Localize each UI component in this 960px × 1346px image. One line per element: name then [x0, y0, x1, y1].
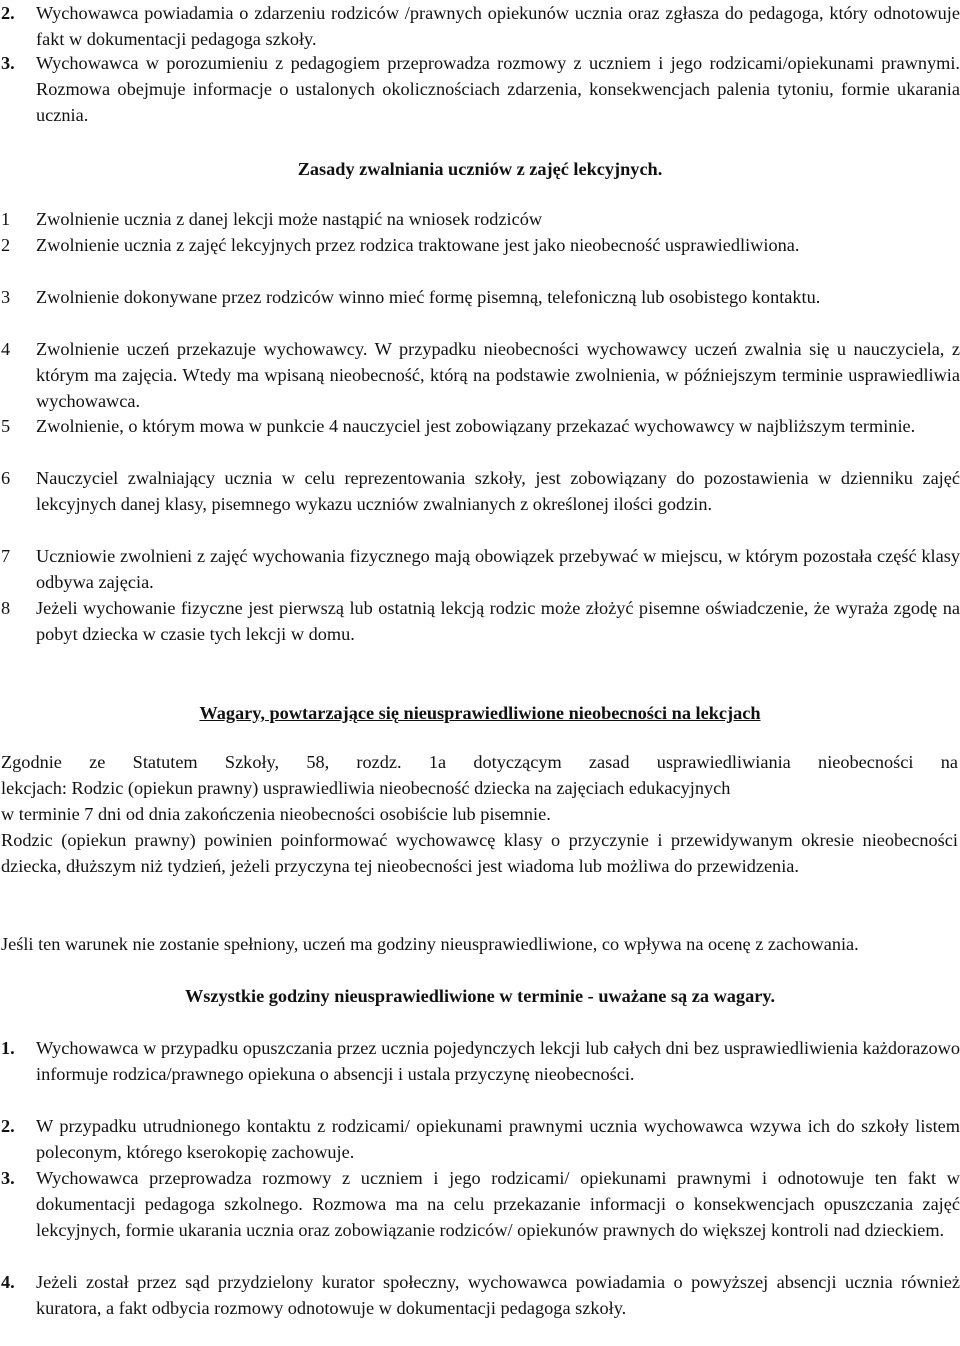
list-item-text: Zwolnienie uczeń przekazuje wychowawcy. W przypadku nieobecności wychowawcy uczeń zwalnia się u nauczyciela, z którym ma zajęcia. Wtedy ma wpisaną nieobecność, którą na podstawie zwolnienia, w późniejszym terminie usprawiedliwia wychowawca. — [36, 339, 960, 411]
list-number: 2. — [1, 3, 15, 23]
list-item — [0, 336, 960, 414]
list-number: 2 — [1, 235, 11, 255]
list-number: 1. — [1, 1038, 15, 1058]
list-item-text: Wychowawca w przypadku opuszczania przez ucznia pojedynczych lekcji lub całych dni bez usprawiedliwienia każdorazowo informuje rodzica/prawnego opiekuna o absencji i ustala przyczynę nieobecności. — [36, 1038, 960, 1084]
section-heading-dismissals: Zasady zwalniania uczniów z zajęć lekcyjnych. — [297, 159, 663, 179]
list-number: 3. — [1, 53, 15, 73]
list-item — [0, 543, 960, 595]
list-item-text: Zwolnienie, o którym mowa w punkcie 4 nauczyciel jest zobowiązany przekazać wychowawcy w najbliższym terminie. — [36, 416, 916, 436]
list-number: 3. — [1, 1168, 15, 1188]
list-item — [0, 232, 960, 258]
list-number: 7 — [1, 546, 11, 566]
list-item — [0, 206, 960, 232]
list-item — [0, 1269, 960, 1321]
paragraph-statute-line-1: Zgodnie ze Statutem Szkoły, 58, rozdz. 1a dotyczącym zasad usprawiedliwiania nieobecności na — [1, 752, 958, 772]
list-number: 2. — [1, 1116, 15, 1136]
list-item — [0, 595, 960, 647]
list-item-text: Wychowawca w porozumieniu z pedagogiem przeprowadza rozmowy z uczniem i jego rodzicami/opiekunami prawnymi. Rozmowa obejmuje informacje o ustalonych okolicznościach zdarzenia, konsekwencjach palenia tytoniu, formie ukarania ucznia. — [36, 53, 960, 125]
subheading-truancy-definition: Wszystkie godziny nieusprawiedliwione w terminie - uważane są za wagary. — [184, 986, 776, 1006]
section-heading-truancy: Wagary, powtarzające się nieusprawiedliwione nieobecności na lekcjach — [199, 703, 761, 723]
list-item-text: Jeżeli wychowanie fizyczne jest pierwszą lub ostatnią lekcją rodzic może złożyć pisemne oświadczenie, że wyraża zgodę na pobyt dziecka w czasie tych lekcji w domu. — [36, 598, 960, 644]
list-item-text: Zwolnienie ucznia z danej lekcji może nastąpić na wniosek rodziców — [36, 209, 543, 229]
list-item — [0, 0, 960, 52]
paragraph-parent-notice: Rodzic (opiekun prawny) powinien poinformować wychowawcę klasy o przyczynie i przewidywanym okresie nieobecności dziecka, dłuższym niż tydzień, jeżeli przyczyna tej nieobecności jest wiadoma lub możliwa do przewidzenia. — [1, 830, 958, 876]
list-item-text: Zwolnienie ucznia z zajęć lekcyjnych przez rodzica traktowane jest jako nieobecność usprawiedliwiona. — [36, 235, 800, 255]
list-item-text: W przypadku utrudnionego kontaktu z rodzicami/ opiekunami prawnymi ucznia wychowawca wzywa ich do szkoły listem poleconym, którego kserokopię zachowuje. — [36, 1116, 960, 1162]
paragraph-statute-line-3: w terminie 7 dni od dnia zakończenia nieobecności osobiście lub pisemnie. — [1, 804, 551, 824]
list-item — [0, 413, 960, 439]
list-item-text: Wychowawca przeprowadza rozmowy z uczniem i jego rodzicami/ opiekunami prawnymi i odnotowuje ten fakt w dokumentacji pedagoga szkolnego. Rozmowa ma na celu przekazanie informacji o konsekwencjach opuszczania zajęć lekcyjnych, formie ukarania ucznia oraz zobowiązanie rodziców/ opiekunów prawnych do większej kontroli nad dzieckiem. — [36, 1168, 960, 1240]
list-item — [0, 1165, 960, 1243]
list-item-text: Jeżeli został przez sąd przydzielony kurator społeczny, wychowawca powiadamia o powyższej absencji ucznia również kuratora, a fakt odbycia rozmowy odnotowuje w dokumentacji pedagoga szkoły. — [36, 1272, 960, 1318]
paragraph-condition: Jeśli ten warunek nie zostanie spełniony, uczeń ma godziny nieusprawiedliwione, co wpływa na ocenę z zachowania. — [1, 934, 859, 954]
list-number: 4. — [1, 1272, 15, 1292]
list-item-text: Zwolnienie dokonywane przez rodziców winno mieć formę pisemną, telefoniczną lub osobistego kontaktu. — [36, 287, 821, 307]
list-item — [0, 1113, 960, 1165]
list-item — [0, 50, 960, 128]
list-number: 5 — [1, 416, 11, 436]
list-item — [0, 1035, 960, 1087]
list-number: 4 — [1, 339, 11, 359]
paragraph-statute-line-2: lekcjach: Rodzic (opiekun prawny) usprawiedliwia nieobecność dziecka na zajęciach edukacyjnych — [1, 778, 731, 798]
list-item — [0, 465, 960, 517]
list-item-text: Nauczyciel zwalniający ucznia w celu reprezentowania szkoły, jest zobowiązany do pozostawienia w dzienniku zajęć lekcyjnych danej klasy, pisemnego wykazu uczniów zwalnianych z określonej ilości godzin. — [36, 468, 960, 514]
list-number: 3 — [1, 287, 11, 307]
list-number: 6 — [1, 468, 11, 488]
list-item-text: Wychowawca powiadamia o zdarzeniu rodziców /prawnych opiekunów ucznia oraz zgłasza do pedagoga, który odnotowuje fakt w dokumentacji pedagoga szkoły. — [36, 3, 960, 49]
list-item-text: Uczniowie zwolnieni z zajęć wychowania fizycznego mają obowiązek przebywać w miejscu, w którym pozostała część klasy odbywa zajęcia. — [36, 546, 960, 592]
list-item — [0, 284, 960, 310]
list-number: 1 — [1, 209, 11, 229]
list-number: 8 — [1, 598, 11, 618]
